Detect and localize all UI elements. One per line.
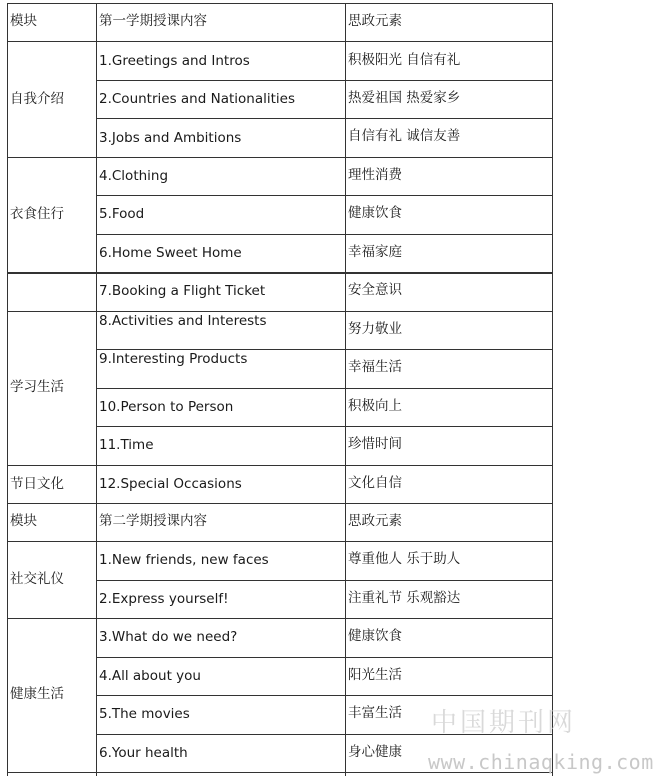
value-tags: 自信有礼 诚信友善 [348,128,461,144]
lesson-title: 9.Interesting Products [99,351,248,367]
table-rule [345,3,346,776]
table-rule [7,465,553,466]
table-rule [7,157,553,158]
table-rule [96,3,97,776]
value-tags: 健康饮食 [348,205,402,221]
lesson-title: 12.Special Occasions [99,476,242,492]
lesson-title: 6.Your health [99,745,188,761]
value-tags: 健康饮食 [348,628,402,644]
lesson-title: 10.Person to Person [99,399,234,415]
lesson-title: 4.All about you [99,668,201,684]
lesson-title: 4.Clothing [99,168,169,184]
value-tags: 尊重他人 乐于助人 [348,551,461,567]
table-rule [7,3,553,4]
value-tags: 幸福家庭 [348,244,402,260]
value-tags: 阳光生活 [348,667,402,683]
value-tags: 积极阳光 自信有礼 [348,52,461,68]
lesson-title: 1.New friends, new faces [99,552,269,568]
lesson-title: 7.Booking a Flight Ticket [99,283,266,299]
value-tags: 注重礼节 乐观豁达 [348,590,461,606]
table-rule [7,311,553,312]
header-content: 第二学期授课内容 [99,513,207,529]
table-rule [7,503,553,504]
value-tags: 文化自信 [348,475,402,491]
table-rule [552,3,553,776]
value-tags: 丰富生活 [348,705,402,721]
value-tags: 安全意识 [348,282,402,298]
value-tags: 幸福生活 [348,359,402,375]
lesson-title: 11.Time [99,437,154,453]
value-tags: 积极向上 [348,398,402,414]
module-label: 学习生活 [10,379,64,395]
lesson-title: 3.Jobs and Ambitions [99,130,242,146]
watermark-cn: 中国期刊网 [431,708,577,738]
header-module: 模块 [10,13,37,29]
module-label: 节日文化 [10,476,64,492]
module-label: 健康生活 [10,686,64,702]
table-rule [96,580,553,581]
table-rule [7,272,553,274]
table-rule [7,41,553,42]
table-rule [96,234,553,235]
header-values: 思政元素 [348,513,402,529]
lesson-title: 5.The movies [99,706,190,722]
value-tags: 热爱祖国 热爱家乡 [348,90,461,106]
header-values: 思政元素 [348,13,402,29]
table-rule [96,195,553,196]
header-module: 模块 [10,513,37,529]
table-rule [96,657,553,658]
module-label: 衣食住行 [10,206,64,222]
table-rule [7,618,553,619]
lesson-title: 6.Home Sweet Home [99,245,242,261]
table-rule [96,388,553,389]
table-rule [96,695,553,696]
table-rule [7,3,8,776]
value-tags: 努力敬业 [348,321,402,337]
lesson-title: 2.Countries and Nationalities [99,91,295,107]
value-tags: 身心健康 [348,744,402,760]
table-rule [96,80,553,81]
lesson-title: 8.Activities and Interests [99,313,267,329]
lesson-title: 3.What do we need? [99,629,238,645]
table-rule [7,541,553,542]
lesson-title: 1.Greetings and Intros [99,53,250,69]
module-label: 自我介绍 [10,91,64,107]
header-content: 第一学期授课内容 [99,13,207,29]
lesson-title: 2.Express yourself! [99,591,229,607]
value-tags: 珍惜时间 [348,436,402,452]
value-tags: 理性消费 [348,167,402,183]
watermark-url: www.chinaqking.com [428,750,654,774]
module-label: 社交礼仪 [10,571,64,587]
table-rule [96,426,553,427]
lesson-title: 5.Food [99,206,145,222]
table-rule [96,118,553,119]
